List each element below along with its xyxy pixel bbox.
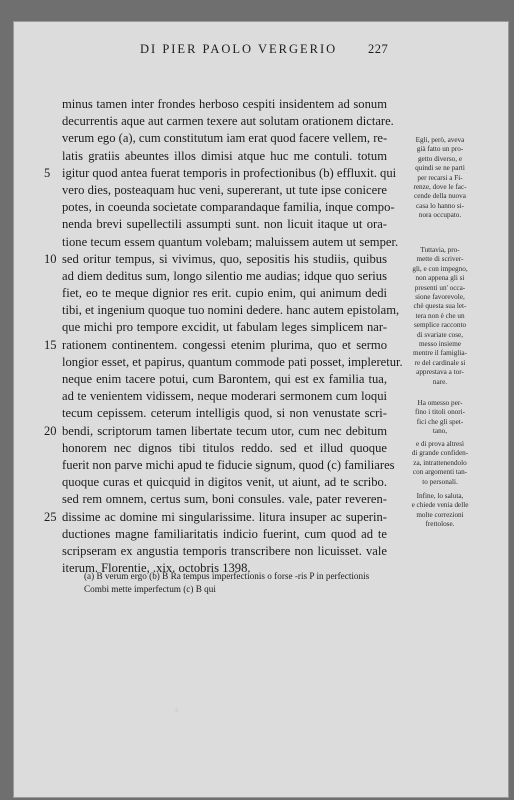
text-line: potes, in coeunda societate comparandaque familia, inque compo-: [62, 200, 395, 215]
text-line: decurrentis aque aut carmen texere aut solutam orationem dictare.: [62, 114, 394, 129]
margin-note-line: fici che gli spet-: [416, 417, 464, 426]
text-line: fiet, eo te meque dignior res erit. cupio enim, qui animum dedi: [62, 286, 387, 301]
text-line: igitur quod antea fuerat temporis in profectionibus (b) effluxit. qui 5: [62, 165, 387, 182]
text-line: latis gratiis abeuntes illos dimisi atque huc me contuli. totum: [62, 148, 387, 163]
text-line: quoque curas et quicquid in digitos venit, ut aiunt, ad te scribo.: [62, 475, 387, 490]
text-line: verum ego (a), cum constitutum iam erat quod facere vellem, re-: [62, 131, 388, 146]
latin-letter-text: [44, 96, 403, 577]
line-number: 5: [44, 165, 51, 180]
text-line: ad diem deditus sum, longo silentio me audias; idque quo serius: [62, 268, 387, 283]
margin-note-line: fino i titoli onori-: [414, 408, 466, 417]
text-line: que michi pro tempore excidit, ut fabulam leges simplicem nar-: [62, 320, 387, 335]
margin-note-line: nora occupato.: [418, 211, 462, 220]
text-line: nenda brevi supellectili assumpti sunt. non licuit itaque ut ora-: [62, 217, 387, 232]
page-number: 227: [368, 42, 389, 56]
margin-note-line: già fatto un pro-: [416, 145, 464, 154]
margin-note-line: re del cardinale si: [414, 358, 466, 367]
margin-note-line: tera non è che un: [415, 311, 465, 320]
text-line: rationem continentem. congessi etenim plurima, quo et sermo 15: [62, 337, 387, 354]
margin-note-line: messo insieme: [418, 340, 462, 349]
margin-note-line: e di prova altresì: [415, 440, 465, 448]
text-line: scripseram ex angustia temporis transcribere non licuisset. vale: [62, 543, 387, 558]
margin-note-3: [400, 399, 480, 437]
margin-note-line: di svariate cose,: [416, 330, 464, 339]
footnote-line: Combi mette imperfectum (c) B qui: [84, 584, 216, 594]
margin-note-line: nare.: [432, 377, 448, 386]
margin-note-line: mette di scriver-: [416, 255, 464, 264]
margin-note-line: to personali.: [422, 477, 458, 486]
line-number: 15: [44, 337, 57, 352]
margin-note-line: chè questa sua let-: [413, 302, 467, 311]
text-line: tibi, et ingenium quoque tuo nomini dedere. hanc autem epistolam,: [62, 303, 400, 318]
margin-note-line: di grande confiden-: [411, 449, 469, 458]
margin-note-line: getto diverso, e: [417, 154, 463, 163]
text-line: honorem nec dignos tibi titulos reddo. sed et illud quoque: [62, 440, 387, 455]
text-line: fuerit non parve michi apud te fiducie signum, quod (c) familiares: [62, 457, 395, 472]
text-line: sed oritur tempus, si vivimus, quo, sepositis his studiis, quibus 10: [62, 251, 387, 268]
margin-note-line: sione favorevole,: [415, 293, 465, 302]
margin-note-line: gli, e con impegno,: [412, 264, 468, 273]
running-head: DI PIER PAOLO VERGERIO: [140, 42, 338, 56]
margin-note-line: presenti un' occa-: [414, 283, 466, 292]
margin-note-4: [400, 440, 480, 487]
margin-note-line: renze, dove le fac-: [413, 183, 467, 192]
margin-note-line: za, intrattenendolo: [413, 458, 467, 467]
margin-note-line: semplice racconto: [413, 321, 467, 330]
margin-note-line: apprestava a tor-: [416, 368, 464, 377]
margin-note-line: per recarsi a Fi-: [417, 173, 463, 182]
text-line: neque enim tacere potui, cum Barontem, qui est ex familia tua,: [62, 372, 387, 386]
text-line: tecum cepissem. ceterum intelligis quod, si non venustate scri-: [62, 406, 387, 421]
margin-note-1: [400, 136, 480, 221]
text-line: minus tamen inter frondes herboso cespiti insidentem ad sonum: [62, 97, 387, 111]
margin-note-line: Egli, però, aveva: [415, 136, 465, 144]
margin-note-line: frettolose.: [425, 520, 455, 529]
line-number: 25: [44, 509, 57, 524]
margin-note-line: con argomenti tan-: [412, 468, 468, 477]
line-number: 10: [44, 251, 57, 266]
margin-note-line: non appena gli si: [415, 274, 465, 283]
margin-note-line: mentre il famiglia-: [413, 349, 467, 358]
footnote-line: (a) B verum ergo (b) B Ra tempus imperfectionis o forse -ris P in perfectionis: [84, 571, 370, 581]
margin-note-line: cende della nuova: [414, 192, 466, 201]
margin-note-2: [400, 246, 480, 387]
footnotes: [84, 570, 404, 596]
margin-note-line: molte correzioni: [416, 510, 464, 519]
margin-note-line: e chiede venia delle: [411, 501, 469, 510]
text-line: ductiones magne familiaritatis indicio fuerint, cum quod ad te: [62, 526, 387, 541]
text-line: iterum. Florentie, .xix. octobris 1398.: [62, 561, 251, 576]
margin-note-line: Tuttavia, pro-: [420, 246, 460, 254]
text-line: dissime ac domine mi singularissime. litura insuper ac superin- 25: [62, 509, 387, 526]
text-line: ad te venientem vidissem, neque moderari sermonem cum loqui: [62, 389, 387, 404]
margin-note-line: quindi se ne partì: [415, 164, 465, 173]
text-line: longior esset, et papirus, quantum commode pati posset, impleretur.: [62, 354, 403, 369]
margin-note-5: [400, 492, 480, 530]
margin-note-line: Infine, lo saluta,: [416, 492, 464, 500]
text-line: bendi, scriptorum tamen libertate tecum utor, cum nec debitum 20: [62, 423, 387, 440]
text-line: vero dies, posteaquam huc veni, supererant, ut tute ipse conicere: [62, 182, 387, 197]
ink-smudge: ⁘: [173, 706, 180, 715]
margin-note-line: Ha omesso per-: [417, 399, 463, 407]
text-line: sed rem omnem, certus sum, boni consules. vale, pater reveren-: [62, 492, 387, 507]
line-number: 20: [44, 423, 57, 438]
margin-note-line: tano,: [432, 427, 448, 436]
margin-note-line: casa lo hanno si-: [415, 201, 465, 210]
text-line: tione tecum essem quantum volebam; maluissem autem ut semper.: [62, 234, 399, 249]
